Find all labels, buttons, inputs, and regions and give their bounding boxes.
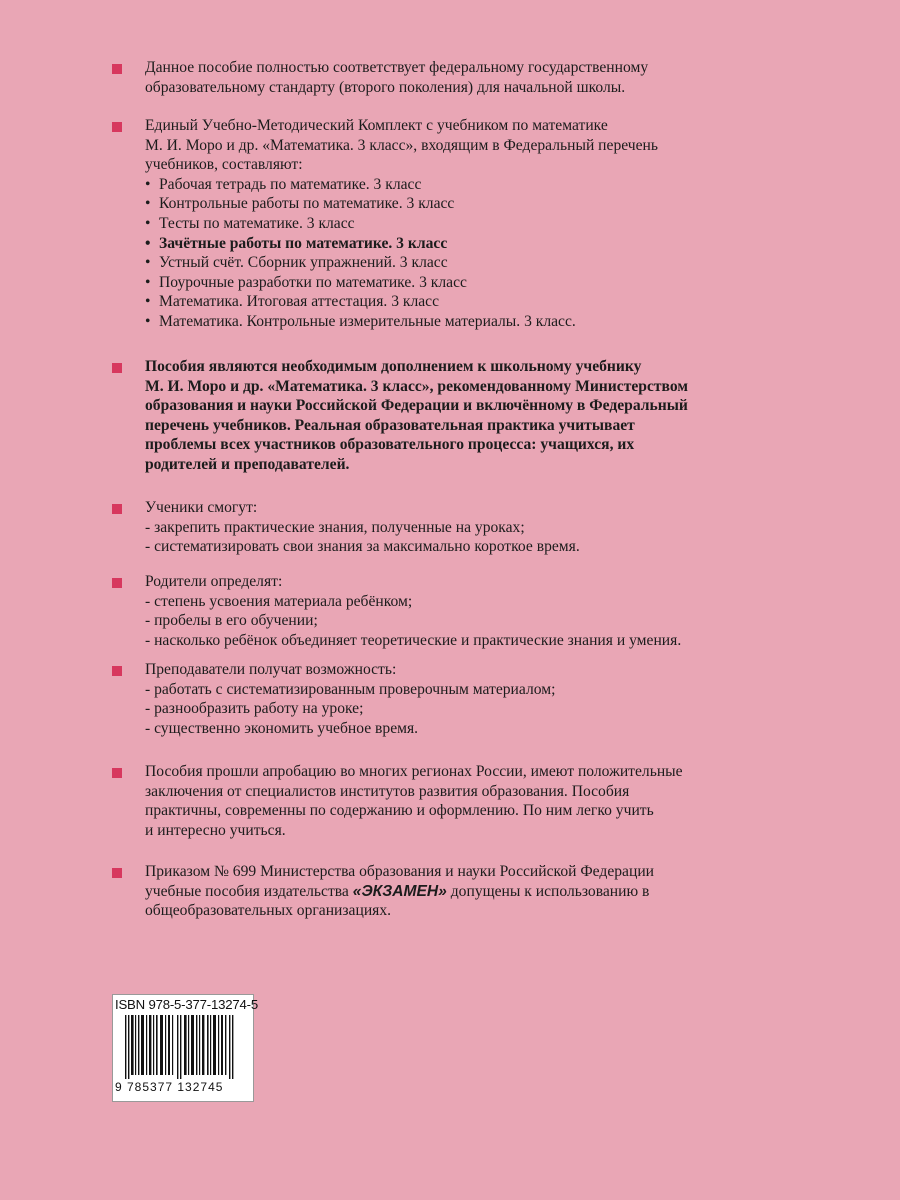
bullet-square-icon bbox=[112, 768, 122, 778]
paragraph-students bbox=[112, 498, 852, 557]
text-line: Приказом № 699 Министерства образования и науки Российской Федерации bbox=[145, 863, 655, 880]
bullet-square-icon bbox=[112, 578, 122, 588]
text-line: родителей и преподавателей. bbox=[145, 455, 350, 473]
text-line: Родители определят: bbox=[145, 573, 283, 590]
paragraph-fgos bbox=[112, 58, 852, 97]
text-fragment: учебные пособия издательства bbox=[145, 882, 353, 900]
list-item: • Тесты по математике. 3 класс bbox=[145, 214, 852, 234]
bullet-square-icon bbox=[112, 868, 122, 878]
text-line: - разнообразить работу на уроке; bbox=[145, 700, 364, 718]
isbn-barcode-box bbox=[112, 994, 258, 1102]
list-item: • Рабочая тетрадь по математике. 3 класс bbox=[145, 175, 852, 195]
paragraph-text bbox=[145, 572, 852, 650]
text-line: учебников, составляют: bbox=[145, 156, 303, 174]
text-line: - пробелы в его обучении; bbox=[145, 612, 318, 630]
text-line: образования и науки Российской Федерации и включённому в Федеральный bbox=[145, 397, 688, 415]
text-line: заключения от специалистов институтов развития образования. Пособия bbox=[145, 782, 630, 800]
bullet-square-icon bbox=[112, 64, 122, 74]
list-item-highlighted: • Зачётные работы по математике. 3 класс bbox=[145, 234, 852, 254]
paragraph-text bbox=[145, 498, 852, 557]
paragraph-text bbox=[145, 660, 852, 738]
paragraph-text bbox=[145, 58, 852, 97]
list-item: • Поурочные разработки по математике. 3 класс bbox=[145, 273, 852, 293]
paragraph-umk bbox=[112, 116, 852, 332]
paragraph-order bbox=[112, 862, 852, 921]
list-item: • Устный счёт. Сборник упражнений. 3 класс bbox=[145, 253, 852, 273]
barcode-digits: 9 785377 132745 bbox=[115, 1080, 224, 1094]
text-line: - систематизировать свои знания за максимально короткое время. bbox=[145, 538, 580, 556]
text-line: М. И. Моро и др. «Математика. 3 класс», рекомендованному Министерством bbox=[145, 377, 688, 395]
text-line: - степень усвоения материала ребёнком; bbox=[145, 592, 413, 610]
paragraph-text bbox=[145, 862, 852, 921]
text-line: Ученики смогут: bbox=[145, 499, 258, 516]
text-line: и интересно учиться. bbox=[145, 821, 286, 839]
text-line: Пособия прошли апробацию во многих регионах России, имеют положительные bbox=[145, 763, 683, 780]
text-line: практичны, современны по содержанию и оформлению. По ним легко учить bbox=[145, 802, 654, 820]
text-line: М. И. Моро и др. «Математика. 3 класс», входящим в Федеральный перечень bbox=[145, 136, 659, 154]
text-line: - существенно экономить учебное время. bbox=[145, 719, 419, 737]
barcode-icon bbox=[117, 1015, 249, 1079]
text-line: Пособия являются необходимым дополнением к школьному учебнику bbox=[145, 358, 642, 375]
paragraph-parents bbox=[112, 572, 852, 650]
text-line: Данное пособие полностью соответствует федеральному государственному bbox=[145, 59, 649, 76]
bullet-square-icon bbox=[112, 122, 122, 132]
paragraph-approbation bbox=[112, 762, 852, 840]
text-line: общеобразовательных организациях. bbox=[145, 902, 392, 920]
text-line: образовательному стандарту (второго поколения) для начальной школы. bbox=[145, 78, 626, 96]
paragraph-supplement bbox=[112, 357, 852, 475]
text-line: - закрепить практические знания, полученные на уроках; bbox=[145, 518, 525, 536]
text-line: - насколько ребёнок объединяет теоретические и практические знания и умения. bbox=[145, 631, 682, 649]
paragraph-text bbox=[145, 762, 852, 840]
text-line: Преподаватели получат возможность: bbox=[145, 661, 397, 678]
text-line: - работать с систематизированным проверочным материалом; bbox=[145, 680, 556, 698]
bullet-square-icon bbox=[112, 504, 122, 514]
text-line: перечень учебников. Реальная образовательная практика учитывает bbox=[145, 416, 635, 434]
text-line: проблемы всех участников образовательного процесса: учащихся, их bbox=[145, 436, 635, 454]
bullet-square-icon bbox=[112, 666, 122, 676]
paragraph-text bbox=[145, 116, 852, 332]
list-item: • Математика. Итоговая аттестация. 3 класс bbox=[145, 292, 852, 312]
paragraph-text bbox=[145, 357, 852, 475]
text-line: Единый Учебно-Методический Комплект с учебником по математике bbox=[145, 117, 608, 134]
publisher-name: «ЭКЗАМЕН» bbox=[352, 882, 447, 900]
paragraph-teachers bbox=[112, 660, 852, 738]
list-item: • Контрольные работы по математике. 3 класс bbox=[145, 194, 852, 214]
isbn-label: ISBN 978-5-377-13274-5 bbox=[115, 997, 258, 1012]
list-item: • Математика. Контрольные измерительные материалы. 3 класс. bbox=[145, 312, 852, 332]
text-line bbox=[145, 882, 852, 902]
text-fragment: допущены к использованию в bbox=[446, 882, 650, 900]
bullet-square-icon bbox=[112, 363, 122, 373]
